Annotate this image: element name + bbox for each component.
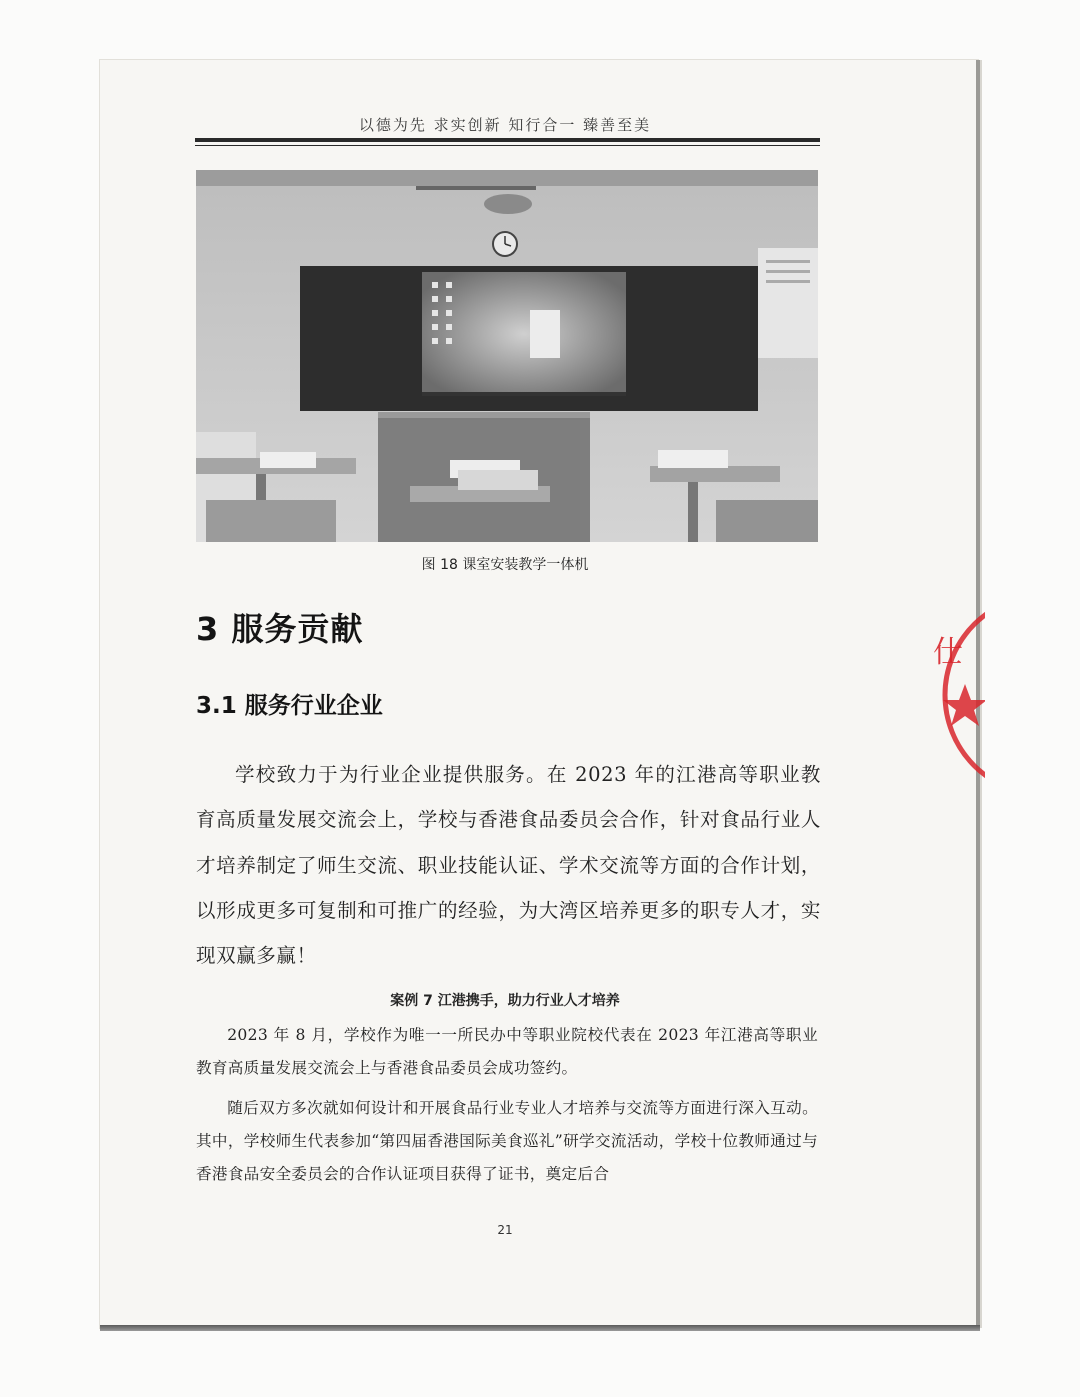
case-paragraph-2: 随后双方多次就如何设计和开展食品行业专业人才培养与交流等方面进行深入互动。其中，学校师生代表参加“第四届香港国际美食巡礼”研学交流活动，学校十位教师通过与香港食品安全委员会的合作认证项目获得了证书，奠定后合 [196, 1099, 818, 1183]
case-title: 案例 7 江港携手，助力行业人才培养 [390, 993, 620, 1009]
section-heading: 3 服务贡献 [196, 610, 364, 648]
figure-caption: 图 18 课室安装教学一体机 [421, 557, 589, 573]
red-seal-stamp [925, 600, 985, 805]
subsection-heading: 3.1 服务行业企业 [196, 693, 383, 719]
page-bottom-edge [100, 1325, 980, 1331]
seal-character: 仕 [933, 635, 963, 670]
header-rule [195, 138, 820, 142]
classroom-photo [196, 170, 818, 542]
case-paragraph-1: 2023 年 8 月，学校作为唯一一所民办中等职业院校代表在 2023 年江港高等职业教育高质量发展交流会上与香港食品委员会成功签约。 [196, 1026, 818, 1077]
header-motto: 以德为先 求实创新 知行合一 臻善至美 [358, 116, 652, 134]
intro-paragraph: 学校致力于为行业企业提供服务。在 2023 年的江港高等职业教育高质量发展交流会上，学校与香港食品委员会合作，针对食品行业人才培养制定了师生交流、职业技能认证、学术交流等方面的合作计划，以形成更多可复制和可推广的经验，为大湾区培养更多的职专人才，实现双赢多赢！ [196, 763, 821, 968]
page-number: 21 [497, 1223, 513, 1237]
header-rule-thin [195, 145, 820, 146]
